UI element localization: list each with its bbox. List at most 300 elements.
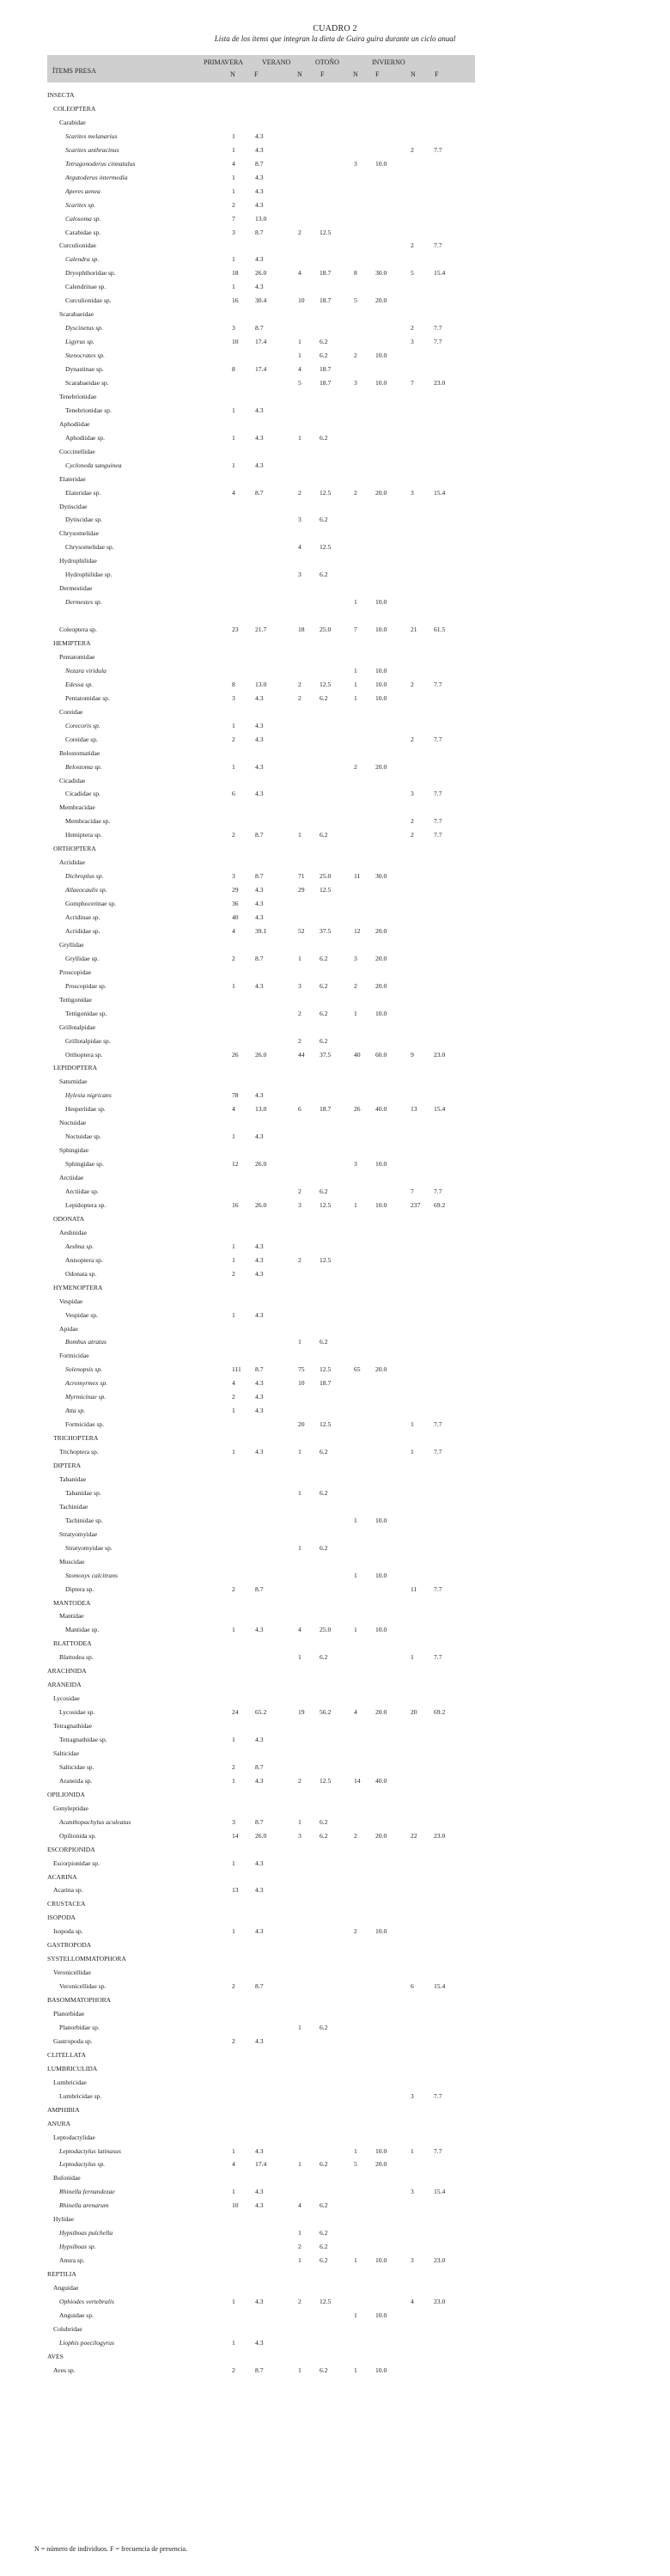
table-row (0, 2063, 670, 2075)
f-value: 7.7 (434, 1187, 442, 1195)
item-label: Vespidae (59, 1297, 83, 1305)
n-value: 3 (354, 1160, 357, 1169)
item-label: Scarabaeidae (59, 310, 94, 319)
f-value: 8.7 (255, 228, 264, 236)
n-value: 4 (232, 1379, 235, 1388)
f-value: 25.0 (320, 872, 332, 881)
item-label: Hydrophilidae sp. (65, 571, 113, 579)
f-value: 4.3 (255, 186, 264, 195)
item-label: Sphingidae sp. (65, 1160, 104, 1169)
table-row (0, 227, 670, 239)
item-label: Tenebrionidae sp. (65, 406, 112, 414)
item-label: ARANEIDA (47, 1681, 82, 1689)
f-value: 6.2 (320, 433, 328, 442)
f-value: 4.3 (255, 406, 264, 414)
table-row (0, 1775, 670, 1787)
f-value: 8.7 (255, 1762, 264, 1771)
n-value: 23 (232, 626, 239, 634)
f-value: 20.0 (375, 488, 387, 497)
item-label: Stratyomyidae (59, 1529, 98, 1538)
item-label: Coreidae (59, 707, 83, 716)
n-value: 26 (232, 1050, 239, 1059)
n-value: 3 (232, 228, 235, 236)
n-value: 3 (298, 571, 302, 579)
f-value: 17.4 (255, 365, 267, 373)
table-row (0, 103, 670, 115)
n-value: 1 (232, 186, 235, 195)
f-value: 4.3 (255, 1927, 264, 1936)
f-column-header: F (435, 70, 439, 78)
item-label: REPTILIA (47, 2270, 76, 2279)
item-label: Coreidae sp. (65, 735, 98, 743)
f-value: 15.4 (434, 488, 446, 497)
f-value: 10.0 (375, 666, 387, 675)
item-label: Nezara viridula (65, 666, 107, 675)
n-value: 4 (298, 365, 302, 373)
n-value: 1 (298, 1653, 302, 1662)
f-value: 10.0 (375, 1626, 387, 1634)
table-row (0, 734, 670, 746)
item-label: HYMENOPTERA (53, 1283, 103, 1291)
n-value: 44 (298, 1050, 305, 1059)
n-value: 2 (298, 1187, 302, 1195)
item-label: Planorbidae sp. (59, 2023, 100, 2031)
item-label: Cicadidae sp. (65, 790, 100, 798)
item-label: Blattodea sp. (59, 1653, 94, 1662)
f-value: 10.0 (375, 2256, 387, 2265)
n-value: 5 (354, 2160, 357, 2169)
item-label: LUMBRICULIDA (47, 2064, 98, 2072)
item-label: Atta sp. (65, 1407, 86, 1415)
f-value: 10.0 (375, 1200, 387, 1209)
table-row (0, 487, 670, 499)
n-value: 2 (298, 2243, 302, 2251)
n-value: 8 (354, 269, 357, 278)
f-value: 7.7 (434, 831, 442, 839)
f-value: 4.3 (255, 2297, 264, 2305)
n-value: 1 (232, 1310, 235, 1319)
f-value: 61.5 (434, 626, 446, 634)
f-value: 8.7 (255, 831, 264, 839)
item-label: ESCORPIONIDA (47, 1845, 95, 1853)
item-label: BASOMMATOPHORA (47, 1996, 112, 2005)
f-value: 8.7 (255, 1584, 264, 1593)
n-value: 2 (411, 817, 414, 826)
table-row (0, 1268, 670, 1280)
item-label: Lumbricidae sp. (59, 2091, 102, 2100)
item-label: MANTODEA (53, 1598, 91, 1607)
f-column-header: F (375, 70, 380, 78)
n-value: 5 (298, 378, 302, 387)
item-label: Hypsiboas sp. (59, 2243, 96, 2251)
f-value: 4.3 (255, 1859, 264, 1867)
f-value: 4.3 (255, 145, 264, 154)
table-row (0, 240, 670, 252)
item-label: Proscopidae (59, 968, 92, 976)
n-value: 237 (411, 1200, 421, 1209)
f-value: 4.3 (255, 762, 264, 771)
n-value: 2 (298, 228, 302, 236)
table-row (0, 391, 670, 403)
n-value: 7 (354, 626, 357, 634)
item-label: Bombus atratus (65, 1338, 107, 1346)
f-value: 69.2 (434, 1708, 446, 1717)
n-value: 3 (232, 872, 235, 881)
table-row (0, 1761, 670, 1773)
f-value: 20.0 (375, 926, 387, 935)
table-row (0, 541, 670, 553)
table-row (0, 693, 670, 705)
f-value: 12.5 (320, 1776, 332, 1785)
item-label: Anguidae sp. (59, 2310, 94, 2319)
table-row (0, 2351, 670, 2363)
n-value: 2 (298, 1009, 302, 1017)
table-row (0, 2118, 670, 2130)
item-label: ODONATA (53, 1214, 85, 1223)
f-value: 10.0 (375, 680, 387, 688)
table-row (0, 815, 670, 827)
n-value: 2 (232, 1584, 235, 1593)
f-value: 4.3 (255, 2201, 264, 2210)
table-row (0, 1584, 670, 1596)
n-value: 2 (298, 1776, 302, 1785)
f-value: 4.3 (255, 2146, 264, 2155)
f-value: 20.0 (375, 1365, 387, 1374)
item-label: Dermestes sp. (65, 598, 102, 607)
n-value: 1 (411, 1448, 414, 1456)
n-value: 40 (354, 1050, 361, 1059)
table-row (0, 1213, 670, 1225)
f-value: 12.5 (320, 886, 332, 894)
item-label: Pentatomidae sp. (65, 693, 110, 702)
n-value: 3 (232, 693, 235, 702)
table-row (0, 322, 670, 334)
n-value: 4 (298, 269, 302, 278)
table-row (0, 788, 670, 800)
f-value: 7.7 (434, 324, 442, 333)
item-label: Stenocrates sp. (65, 351, 105, 360)
item-label: ACARINA (47, 1872, 77, 1881)
item-label: HEMIPTERA (53, 639, 91, 647)
item-label: Salticidae sp. (59, 1762, 94, 1771)
item-label: Leptodactylus latinasus (59, 2146, 121, 2155)
item-label: Veronicellidae (53, 1969, 91, 1977)
n-value: 18 (298, 626, 305, 634)
f-value: 7.7 (434, 680, 442, 688)
n-value: 4 (354, 1708, 357, 1717)
table-row (0, 1624, 670, 1636)
n-value: 2 (354, 488, 357, 497)
item-label: Edessa sp. (65, 680, 94, 688)
table-row (0, 308, 670, 320)
n-value: 3 (411, 338, 414, 346)
n-value: 1 (232, 2297, 235, 2305)
f-value: 4.3 (255, 1886, 264, 1895)
f-value: 10.0 (375, 693, 387, 702)
n-value: 1 (232, 406, 235, 414)
table-row (0, 651, 670, 663)
f-value: 4.3 (255, 1132, 264, 1141)
f-value: 26.0 (255, 1200, 267, 1209)
n-value: 1 (232, 1255, 235, 1264)
table-row (0, 1884, 670, 1896)
f-value: 4.3 (255, 1242, 264, 1250)
table-title: CUADRO 2 (313, 24, 357, 34)
n-value: 7 (232, 214, 235, 223)
table-row (0, 432, 670, 444)
f-value: 10.0 (375, 1927, 387, 1936)
n-value: 2 (411, 680, 414, 688)
n-value: 4 (411, 2297, 414, 2305)
item-label: Aperes aenea (65, 186, 100, 195)
f-value: 4.3 (255, 1269, 264, 1278)
f-value: 37.5 (320, 1050, 332, 1059)
n-value: 2 (354, 981, 357, 990)
n-value: 4 (232, 159, 235, 168)
table-row (0, 405, 670, 417)
n-value: 1 (354, 1200, 357, 1209)
item-label: Solenopsis sp. (65, 1365, 103, 1374)
f-value: 15.4 (434, 1105, 446, 1114)
n-column-header: N (411, 70, 416, 78)
f-value: 10.0 (375, 1516, 387, 1524)
table-row (0, 1296, 670, 1308)
n-value: 1 (411, 1653, 414, 1662)
item-label: Curculionidae (59, 241, 97, 250)
f-value: 6.2 (320, 2201, 328, 2210)
table-row (0, 89, 670, 101)
table-row (0, 1022, 670, 1034)
f-value: 6.2 (320, 1831, 328, 1840)
n-value: 19 (298, 1708, 305, 1717)
n-value: 1 (298, 338, 302, 346)
n-value: 13 (411, 1105, 417, 1114)
n-column-header: N (297, 70, 302, 78)
table-row (0, 775, 670, 787)
table-row (0, 213, 670, 225)
item-label: Corecoris sp. (65, 721, 100, 729)
f-value: 10.0 (375, 159, 387, 168)
n-value: 2 (232, 1393, 235, 1401)
table-row (0, 638, 670, 650)
f-value: 6.2 (320, 1488, 328, 1497)
n-value: 1 (354, 598, 357, 607)
f-value: 8.7 (255, 488, 264, 497)
f-value: 21.7 (255, 626, 267, 634)
n-value: 1 (232, 1407, 235, 1415)
n-value: 1 (232, 2188, 235, 2196)
f-value: 7.7 (434, 1420, 442, 1429)
f-value: 7.7 (434, 790, 442, 798)
item-label: Ligyrus sp. (65, 338, 94, 346)
f-value: 20.0 (375, 2160, 387, 2169)
item-label: TRICHOPTERA (53, 1434, 99, 1443)
table-row (0, 1364, 670, 1376)
f-value: 6.2 (320, 2023, 328, 2031)
n-value: 1 (232, 2146, 235, 2155)
table-row (0, 186, 670, 198)
n-value: 1 (232, 173, 235, 181)
f-column-header: F (254, 70, 259, 78)
n-value: 14 (232, 1831, 239, 1840)
n-value: 3 (298, 981, 302, 990)
table-row (0, 158, 670, 170)
n-value: 2 (411, 241, 414, 250)
n-value: 36 (232, 900, 239, 908)
item-label: Carabidae (59, 118, 86, 126)
item-label: ANURA (47, 2119, 71, 2127)
table-row (0, 1076, 670, 1088)
item-label: Belostomatidae (59, 748, 100, 757)
f-value: 7.7 (434, 1448, 442, 1456)
item-label: Lycosidae sp. (59, 1708, 95, 1717)
item-label: Saturnidae (59, 1077, 88, 1086)
item-label: Arctiidae sp. (65, 1187, 99, 1195)
table-row (0, 829, 670, 841)
table-row (0, 2104, 670, 2116)
item-label: Colubridae (53, 2324, 82, 2333)
n-column-header: N (230, 70, 235, 78)
table-row (0, 884, 670, 896)
f-value: 20.0 (375, 296, 387, 305)
item-label: Scarites sp. (65, 200, 96, 209)
n-value: 111 (232, 1365, 241, 1374)
f-value: 6.2 (320, 571, 328, 579)
item-label: Pentatomidae (59, 652, 95, 661)
item-label: Tetragnathidae sp. (59, 1736, 107, 1743)
table-row (0, 1501, 670, 1513)
n-value: 1 (354, 1009, 357, 1017)
item-label: Belostoma sp. (65, 762, 102, 771)
item-label: Veronicellidae sp. (59, 1982, 107, 1991)
item-label: Grillotalpidae (59, 1022, 96, 1031)
f-value: 20.0 (375, 1831, 387, 1840)
n-value: 2 (232, 1269, 235, 1278)
table-row (0, 199, 670, 211)
table-row (0, 1145, 670, 1157)
table-row (0, 610, 670, 622)
item-label: Cycloneda sanguinea (65, 461, 122, 469)
item-label: Opilionida sp. (59, 1831, 97, 1840)
n-value: 2 (354, 762, 357, 771)
n-value: 7 (411, 1187, 414, 1195)
table-row (0, 1734, 670, 1746)
table-row (0, 1515, 670, 1527)
n-value: 1 (232, 762, 235, 771)
item-label: Salticidae (53, 1749, 79, 1757)
f-value: 18.7 (320, 269, 332, 278)
n-value: 1 (298, 1817, 302, 1826)
item-label: Noctuidae sp. (65, 1132, 101, 1141)
n-value: 14 (354, 1776, 361, 1785)
f-value: 8.7 (255, 1982, 264, 1991)
item-label: Acarina sp. (53, 1886, 83, 1895)
item-label: Argutoderus intermedia (65, 173, 128, 181)
table-row (0, 1665, 670, 1677)
table-row (0, 1377, 670, 1389)
item-label: Tettigonidae sp. (65, 1009, 107, 1017)
f-value: 30.0 (375, 872, 387, 881)
table-row (0, 473, 670, 485)
f-value: 69.2 (434, 1200, 446, 1209)
table-row (0, 912, 670, 924)
table-row (0, 1391, 670, 1403)
table-row (0, 802, 670, 814)
item-label: Scarites melanarius (65, 131, 118, 140)
item-label: ISOPODA (47, 1914, 76, 1922)
n-value: 2 (298, 488, 302, 497)
n-value: 1 (298, 1543, 302, 1552)
item-label: Proscopidae sp. (65, 981, 107, 990)
item-label: Membracidae sp. (65, 817, 111, 826)
table-row (0, 583, 670, 595)
table-row (0, 1090, 670, 1102)
table-row (0, 1858, 670, 1870)
n-value: 1 (354, 680, 357, 688)
item-label: Tachinidae (59, 1502, 88, 1511)
f-value: 6.2 (320, 1009, 328, 1017)
item-label: Sphingidae (59, 1146, 89, 1155)
table-row (0, 1035, 670, 1047)
n-value: 2 (232, 831, 235, 839)
n-value: 2 (298, 2297, 302, 2305)
item-label: Planorbidae (53, 2010, 85, 2017)
f-value: 4.3 (255, 735, 264, 743)
f-value: 6.2 (320, 954, 328, 962)
n-value: 21 (411, 626, 417, 634)
n-value: 3 (411, 2188, 414, 2196)
n-value: 2 (354, 1831, 357, 1840)
f-value: 4.3 (255, 2036, 264, 2045)
f-value: 8.7 (255, 872, 264, 881)
table-row (0, 596, 670, 608)
table-row (0, 117, 670, 129)
table-row (0, 2213, 670, 2225)
f-value: 18.7 (320, 378, 332, 387)
f-value: 4.3 (255, 981, 264, 990)
table-row (0, 843, 670, 855)
f-value: 4.3 (255, 1379, 264, 1388)
n-value: 1 (232, 2338, 235, 2347)
f-value: 7.7 (434, 1584, 442, 1593)
item-label: Gonyleptidae (53, 1804, 88, 1812)
item-label: Acrididae (59, 858, 85, 867)
item-label: DIPTERA (53, 1462, 82, 1469)
f-value: 10.0 (375, 2146, 387, 2155)
f-value: 7.7 (434, 338, 442, 346)
table-row (0, 1693, 670, 1705)
n-value: 5 (411, 269, 414, 278)
table-row (0, 1158, 670, 1170)
table-row (0, 2158, 670, 2170)
n-value: 1 (232, 433, 235, 442)
item-label: Hypsiboas pulchella (59, 2229, 113, 2237)
n-value: 1 (232, 1626, 235, 1634)
n-value: 1 (354, 2365, 357, 2374)
item-label: Anura sp. (59, 2256, 85, 2265)
item-label: Coleoptera sp. (59, 626, 97, 634)
table-row (0, 1610, 670, 1622)
f-value: 4.3 (255, 913, 264, 921)
table-row (0, 363, 670, 375)
f-value: 12.5 (320, 1365, 332, 1374)
table-row (0, 967, 670, 979)
table-row (0, 528, 670, 540)
table-row (0, 2022, 670, 2034)
f-value: 12.5 (320, 1200, 332, 1209)
n-value: 2 (232, 200, 235, 209)
f-value: 17.4 (255, 2160, 267, 2169)
